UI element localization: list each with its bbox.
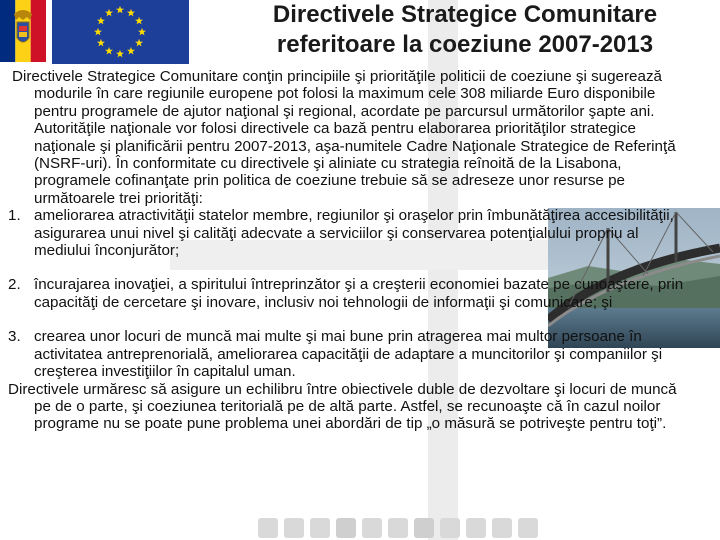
- decorative-tile: [258, 518, 278, 538]
- eu-star-icon: [116, 50, 124, 58]
- intro-paragraph: Directivele Strategice Comunitare conţin principiile şi priorităţile politicii de coeziune şi sugerează modurile în care regiunile europene pot folosi la maximum cele 308 miliarde Euro disponibile pentru programele de ajutor naţional şi regional, acordate pe parcursul următorilor şapte ani. Autorităţile naţionale vor folosi directivele ca bază pentru elaborarea priorităţilor strategice naţionale şi planificării pentru 2007-2013, aşa-numitele Cadre Naţionale Strategice de Referinţă (NSRF-uri). În conformitate cu directivele şi aliniate cu strategia reînoită de la Lisabona, programele cofinanţate prin politica de coeziune trebuie să se adreseze unor resurse pe următoarele trei priorităţi:: [12, 68, 676, 207]
- document-body: [8, 68, 688, 433]
- closing-paragraph: Directivele urmăresc să asigure un echilibru între obiectivele duble de dezvoltare şi locuri de muncă pe de o parte, şi coeziunea teritorială pe de altă parte. Astfel, se recunoaşte că în cazul noilor programe nu se poate pune problema unei abordări de tip „o măsură se potriveşte pentru toţi”.: [8, 380, 677, 433]
- eu-star-icon: [105, 9, 113, 17]
- decorative-tile: [440, 518, 460, 538]
- title-line-1: Directivele Strategice Comunitare: [272, 1, 658, 28]
- list-item: [8, 328, 688, 380]
- title-line-2: referitoare la coeziune 2007-2013: [276, 31, 654, 58]
- eu-star-icon: [105, 47, 113, 55]
- page-title: [195, 0, 720, 60]
- decorative-tile: [466, 518, 486, 538]
- list-item: [8, 207, 688, 259]
- decorative-tile: [414, 518, 434, 538]
- priority-list: [8, 207, 688, 380]
- eu-flag-icon: [52, 0, 189, 64]
- eu-star-icon: [138, 28, 146, 36]
- eu-star-icon: [116, 6, 124, 14]
- eu-star-icon: [135, 17, 143, 25]
- coat-of-arms-icon: [0, 0, 46, 62]
- decorative-tile: [336, 518, 356, 538]
- decorative-tile: [284, 518, 304, 538]
- list-item-text: crearea unor locuri de muncă mai multe şi mai bune prin atragerea mai multor persoane în activitatea antreprenorială, ameliorarea capacităţii de adaptare a muncitorilor şi companiilor şi creşterea investiţiilor în capitalul uman.: [34, 328, 663, 381]
- list-spacer: [8, 311, 688, 328]
- list-item: [8, 276, 688, 311]
- eu-star-icon: [94, 28, 102, 36]
- romania-flag-icon: [0, 0, 46, 62]
- list-number: 3.: [8, 328, 21, 346]
- decorative-tile: [518, 518, 538, 538]
- list-number: 2.: [8, 276, 21, 294]
- decorative-tile: [388, 518, 408, 538]
- eu-star-icon: [97, 39, 105, 47]
- decorative-tile: [362, 518, 382, 538]
- eu-star-icon: [135, 39, 143, 47]
- decorative-tile: [310, 518, 330, 538]
- eu-star-icon: [97, 17, 105, 25]
- list-number: 1.: [8, 207, 21, 225]
- decorative-tile: [492, 518, 512, 538]
- list-item-text: încurajarea inovaţiei, a spiritului întreprinzător şi a creşterii economiei bazate pe cunoaştere, prin capacităţi de cercetare şi inovare, inclusiv noi tehnologii de informaţii şi comunicare; şi: [34, 276, 684, 311]
- eu-star-icon: [127, 9, 135, 17]
- eu-star-icon: [127, 47, 135, 55]
- list-spacer: [8, 259, 688, 276]
- eu-stars-icon: [52, 0, 189, 64]
- list-item-text: ameliorarea atractivităţii statelor membre, regiunilor şi oraşelor prin îmbunătăţirea accesibilităţii, asigurarea unui nivel şi calităţi adecvate a serviciilor şi conservarea potenţialului propriu al mediului înconjurător;: [34, 207, 674, 260]
